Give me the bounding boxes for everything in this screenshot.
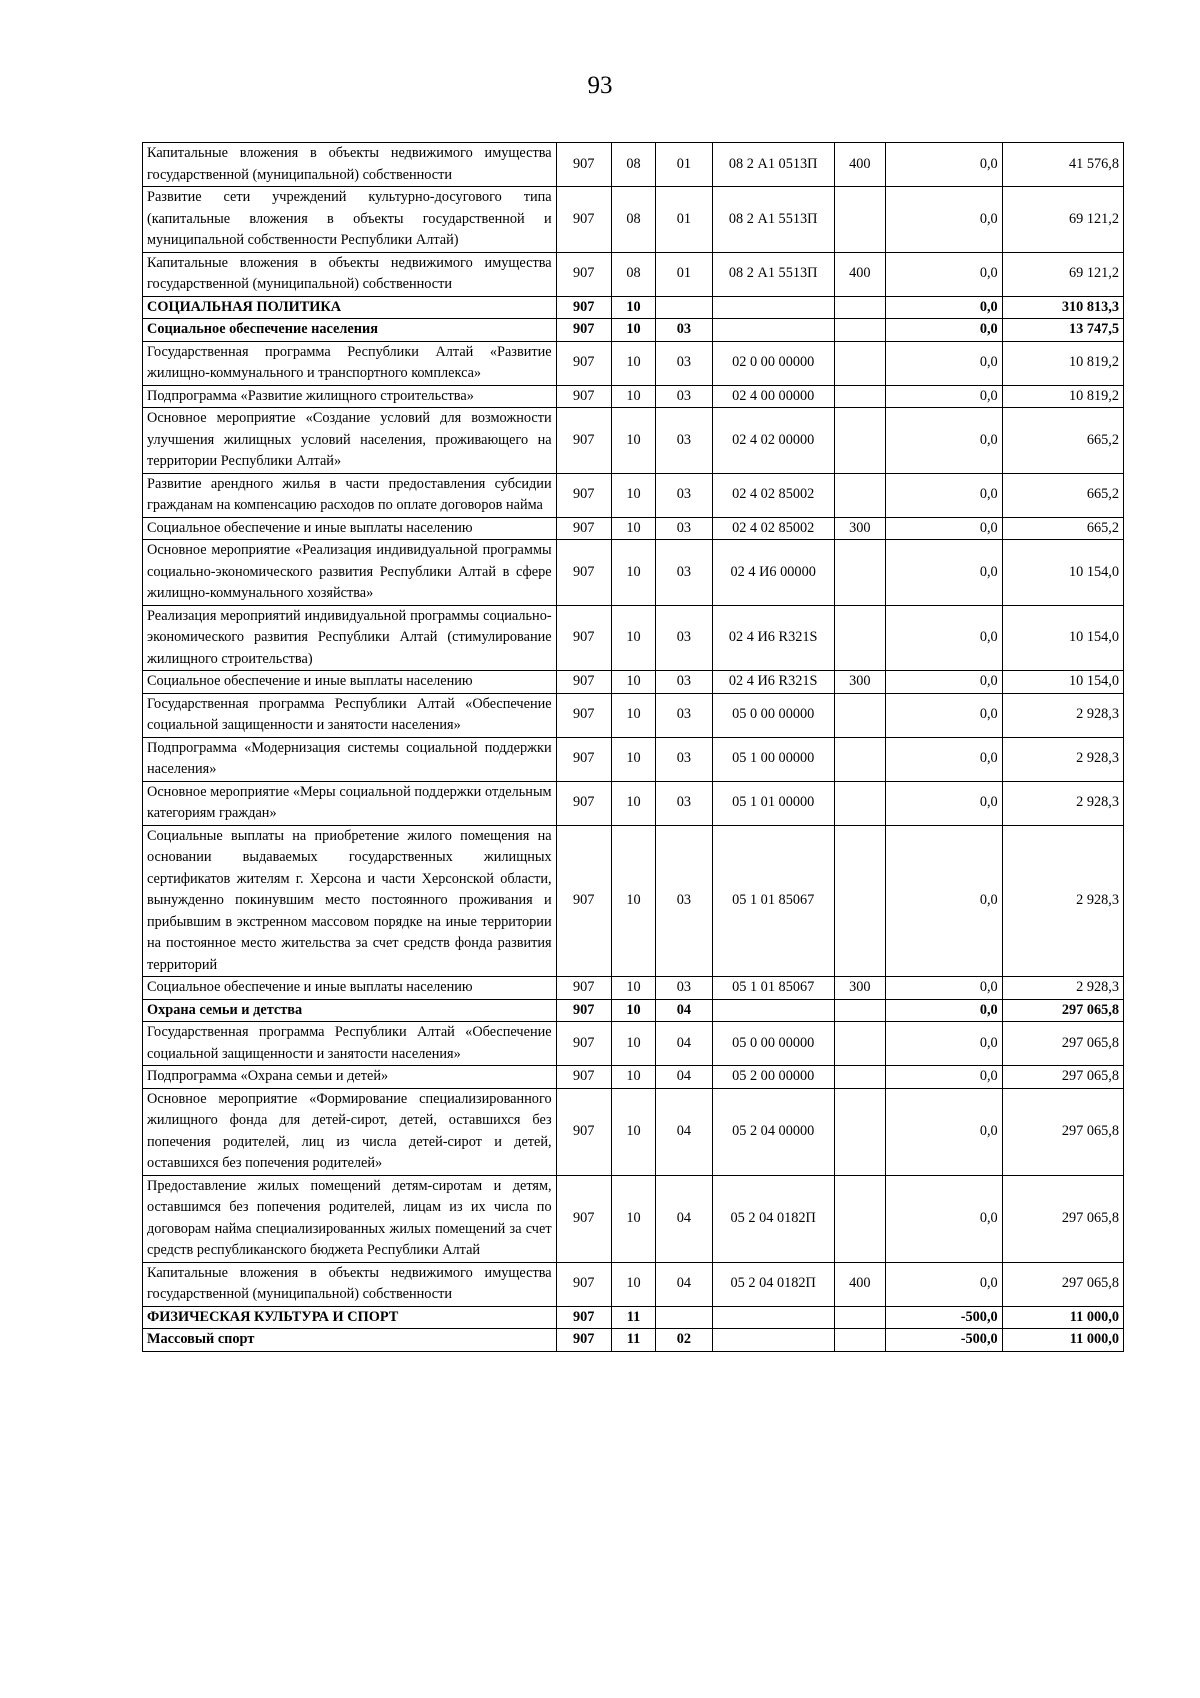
row-subsection-code: 04 [656,1066,712,1089]
table-row [143,296,1124,319]
row-change-amount: 0,0 [885,473,1002,517]
row-subsection-code: 03 [656,693,712,737]
row-expense-type [834,1088,885,1175]
row-subsection-code: 04 [656,1262,712,1306]
row-section-code: 10 [611,977,655,1000]
row-subsection-code: 03 [656,517,712,540]
row-subsection-code: 03 [656,341,712,385]
row-ministry-code: 907 [556,1066,611,1089]
row-expense-type [834,187,885,253]
row-change-amount: 0,0 [885,1262,1002,1306]
row-name: Основное мероприятие «Меры социальной поддержки отдельным категориям граждан» [143,781,557,825]
row-ministry-code: 907 [556,737,611,781]
row-subsection-code: 03 [656,825,712,977]
row-subsection-code: 04 [656,1175,712,1262]
row-ministry-code: 907 [556,1175,611,1262]
row-ministry-code: 907 [556,1022,611,1066]
row-expense-type [834,385,885,408]
row-total-amount: 13 747,5 [1002,319,1123,342]
row-section-code: 10 [611,1088,655,1175]
row-subsection-code: 01 [656,187,712,253]
row-target-article [712,319,834,342]
table-row [143,825,1124,977]
row-name: СОЦИАЛЬНАЯ ПОЛИТИКА [143,296,557,319]
row-target-article: 05 2 00 00000 [712,1066,834,1089]
table-row [143,143,1124,187]
row-change-amount: 0,0 [885,408,1002,474]
row-section-code: 10 [611,1066,655,1089]
row-total-amount: 10 819,2 [1002,341,1123,385]
row-target-article: 08 2 А1 0513П [712,143,834,187]
table-row [143,517,1124,540]
row-name: Основное мероприятие «Реализация индивидуальной программы социально-экономического развития Республики Алтай в сфере жилищно-коммунального хозяйства» [143,540,557,606]
row-section-code: 10 [611,540,655,606]
row-change-amount: 0,0 [885,143,1002,187]
row-subsection-code: 01 [656,252,712,296]
row-change-amount: 0,0 [885,341,1002,385]
row-ministry-code: 907 [556,517,611,540]
row-change-amount: -500,0 [885,1306,1002,1329]
row-expense-type: 300 [834,517,885,540]
row-section-code: 10 [611,1022,655,1066]
row-ministry-code: 907 [556,341,611,385]
row-target-article: 02 4 02 00000 [712,408,834,474]
row-section-code: 10 [611,517,655,540]
row-subsection-code [656,296,712,319]
row-expense-type [834,540,885,606]
row-name: Реализация мероприятий индивидуальной программы социально-экономического развития Республики Алтай (стимулирование жилищного строительства) [143,605,557,671]
row-target-article [712,1306,834,1329]
table-row [143,473,1124,517]
row-target-article: 05 0 00 00000 [712,693,834,737]
table-row [143,1262,1124,1306]
table-row [143,408,1124,474]
row-ministry-code: 907 [556,143,611,187]
row-target-article [712,999,834,1022]
table-row [143,999,1124,1022]
row-section-code: 10 [611,781,655,825]
row-expense-type [834,319,885,342]
table-row [143,385,1124,408]
row-change-amount: 0,0 [885,825,1002,977]
table-row [143,737,1124,781]
row-section-code: 10 [611,1175,655,1262]
row-subsection-code: 03 [656,408,712,474]
row-name: Социальное обеспечение населения [143,319,557,342]
row-ministry-code: 907 [556,187,611,253]
row-target-article [712,1329,834,1352]
row-name: Социальное обеспечение и иные выплаты населению [143,977,557,1000]
row-ministry-code: 907 [556,781,611,825]
row-change-amount: 0,0 [885,781,1002,825]
table-row [143,781,1124,825]
row-target-article: 02 0 00 00000 [712,341,834,385]
row-total-amount: 297 065,8 [1002,1022,1123,1066]
row-total-amount: 11 000,0 [1002,1306,1123,1329]
row-target-article: 05 0 00 00000 [712,1022,834,1066]
row-change-amount: 0,0 [885,296,1002,319]
row-subsection-code: 03 [656,385,712,408]
row-name: Основное мероприятие «Создание условий для возможности улучшения жилищных условий населения, проживающего на территории Республики Алтай» [143,408,557,474]
row-change-amount: 0,0 [885,671,1002,694]
row-total-amount: 665,2 [1002,473,1123,517]
row-change-amount: 0,0 [885,693,1002,737]
row-total-amount: 310 813,3 [1002,296,1123,319]
row-target-article [712,296,834,319]
row-name: Государственная программа Республики Алтай «Развитие жилищно-коммунального и транспортного комплекса» [143,341,557,385]
row-section-code: 10 [611,737,655,781]
row-total-amount: 10 154,0 [1002,540,1123,606]
table-row [143,1088,1124,1175]
row-name: Охрана семьи и детства [143,999,557,1022]
row-section-code: 10 [611,671,655,694]
row-expense-type [834,341,885,385]
row-total-amount: 2 928,3 [1002,737,1123,781]
table-row [143,341,1124,385]
row-change-amount: -500,0 [885,1329,1002,1352]
row-total-amount: 10 819,2 [1002,385,1123,408]
row-expense-type [834,1022,885,1066]
row-ministry-code: 907 [556,473,611,517]
row-total-amount: 297 065,8 [1002,1262,1123,1306]
row-ministry-code: 907 [556,825,611,977]
row-subsection-code: 03 [656,671,712,694]
row-section-code: 10 [611,385,655,408]
page-number: 93 [587,72,613,99]
table-row [143,187,1124,253]
row-change-amount: 0,0 [885,1022,1002,1066]
row-name: Капитальные вложения в объекты недвижимого имущества государственной (муниципальной) собственности [143,1262,557,1306]
row-expense-type [834,473,885,517]
row-ministry-code: 907 [556,385,611,408]
row-subsection-code: 04 [656,1022,712,1066]
row-change-amount: 0,0 [885,517,1002,540]
row-target-article: 05 1 00 00000 [712,737,834,781]
row-change-amount: 0,0 [885,187,1002,253]
row-name: Предоставление жилых помещений детям-сиротам и детям, оставшимся без попечения родителей, лицам из их числа по договорам найма специализированных жилых помещений за счет средств республиканского бюджета Республики Алтай [143,1175,557,1262]
row-expense-type [834,296,885,319]
row-name: Основное мероприятие «Формирование специализированного жилищного фонда для детей-сирот, детей, оставшихся без попечения родителей, лиц из числа детей-сирот и детей, оставшихся без попечения родителей» [143,1088,557,1175]
row-name: Социальное обеспечение и иные выплаты населению [143,671,557,694]
row-expense-type [834,781,885,825]
row-total-amount: 41 576,8 [1002,143,1123,187]
row-expense-type [834,1329,885,1352]
row-total-amount: 297 065,8 [1002,1175,1123,1262]
row-name: Капитальные вложения в объекты недвижимого имущества государственной (муниципальной) собственности [143,143,557,187]
row-change-amount: 0,0 [885,999,1002,1022]
row-target-article: 08 2 А1 5513П [712,252,834,296]
row-target-article: 05 2 04 0182П [712,1262,834,1306]
row-section-code: 10 [611,825,655,977]
table-row [143,252,1124,296]
row-name: Подпрограмма «Развитие жилищного строительства» [143,385,557,408]
row-expense-type [834,693,885,737]
row-section-code: 08 [611,187,655,253]
table-row [143,1022,1124,1066]
row-ministry-code: 907 [556,1262,611,1306]
row-section-code: 10 [611,473,655,517]
table-row [143,1175,1124,1262]
table-row [143,693,1124,737]
row-total-amount: 665,2 [1002,517,1123,540]
row-change-amount: 0,0 [885,737,1002,781]
row-target-article: 05 2 04 00000 [712,1088,834,1175]
row-target-article: 05 1 01 85067 [712,825,834,977]
row-subsection-code: 03 [656,781,712,825]
row-total-amount: 297 065,8 [1002,1066,1123,1089]
row-target-article: 05 1 01 85067 [712,977,834,1000]
row-name: Капитальные вложения в объекты недвижимого имущества государственной (муниципальной) собственности [143,252,557,296]
row-subsection-code: 04 [656,1088,712,1175]
row-expense-type: 400 [834,252,885,296]
row-section-code: 10 [611,296,655,319]
row-total-amount: 69 121,2 [1002,187,1123,253]
row-target-article: 02 4 И6 00000 [712,540,834,606]
row-name: Подпрограмма «Охрана семьи и детей» [143,1066,557,1089]
row-subsection-code: 03 [656,540,712,606]
row-subsection-code [656,1306,712,1329]
row-total-amount: 2 928,3 [1002,781,1123,825]
row-section-code: 10 [611,693,655,737]
row-subsection-code: 02 [656,1329,712,1352]
row-change-amount: 0,0 [885,1175,1002,1262]
table-row [143,540,1124,606]
row-target-article: 08 2 А1 5513П [712,187,834,253]
row-ministry-code: 907 [556,252,611,296]
row-change-amount: 0,0 [885,1066,1002,1089]
row-expense-type [834,1175,885,1262]
table-row [143,671,1124,694]
table-row [143,1306,1124,1329]
row-section-code: 08 [611,143,655,187]
row-name: Массовый спорт [143,1329,557,1352]
row-name: Государственная программа Республики Алтай «Обеспечение социальной защищенности и занятости населения» [143,693,557,737]
row-expense-type: 400 [834,1262,885,1306]
row-expense-type [834,1066,885,1089]
row-subsection-code: 03 [656,977,712,1000]
row-expense-type [834,737,885,781]
row-ministry-code: 907 [556,540,611,606]
row-total-amount: 10 154,0 [1002,671,1123,694]
row-section-code: 10 [611,408,655,474]
row-ministry-code: 907 [556,671,611,694]
row-change-amount: 0,0 [885,385,1002,408]
row-name: Подпрограмма «Модернизация системы социальной поддержки населения» [143,737,557,781]
row-ministry-code: 907 [556,977,611,1000]
row-target-article: 02 4 00 00000 [712,385,834,408]
row-ministry-code: 907 [556,693,611,737]
row-name: Развитие сети учреждений культурно-досугового типа (капитальные вложения в объекты государственной и муниципальной собственности Республики Алтай) [143,187,557,253]
row-change-amount: 0,0 [885,319,1002,342]
row-expense-type: 300 [834,671,885,694]
row-total-amount: 69 121,2 [1002,252,1123,296]
row-ministry-code: 907 [556,1306,611,1329]
row-target-article: 02 4 И6 R321S [712,671,834,694]
row-name: Государственная программа Республики Алтай «Обеспечение социальной защищенности и занятости населения» [143,1022,557,1066]
table-row [143,605,1124,671]
row-target-article: 02 4 02 85002 [712,517,834,540]
row-target-article: 05 2 04 0182П [712,1175,834,1262]
row-expense-type [834,408,885,474]
row-target-article: 02 4 02 85002 [712,473,834,517]
row-section-code: 11 [611,1306,655,1329]
row-ministry-code: 907 [556,605,611,671]
row-subsection-code: 03 [656,737,712,781]
row-ministry-code: 907 [556,319,611,342]
row-total-amount: 2 928,3 [1002,825,1123,977]
row-expense-type: 400 [834,143,885,187]
row-total-amount: 665,2 [1002,408,1123,474]
row-ministry-code: 907 [556,408,611,474]
row-ministry-code: 907 [556,999,611,1022]
table-row [143,319,1124,342]
row-section-code: 10 [611,341,655,385]
row-expense-type [834,1306,885,1329]
row-change-amount: 0,0 [885,540,1002,606]
row-ministry-code: 907 [556,296,611,319]
row-ministry-code: 907 [556,1329,611,1352]
row-section-code: 10 [611,999,655,1022]
row-total-amount: 10 154,0 [1002,605,1123,671]
row-section-code: 08 [611,252,655,296]
row-expense-type [834,999,885,1022]
row-change-amount: 0,0 [885,1088,1002,1175]
row-section-code: 11 [611,1329,655,1352]
row-subsection-code: 03 [656,473,712,517]
row-change-amount: 0,0 [885,605,1002,671]
row-expense-type [834,825,885,977]
row-expense-type: 300 [834,977,885,1000]
row-name: Социальные выплаты на приобретение жилого помещения на основании выдаваемых государственных жилищных сертификатов жителям г. Херсона и части Херсонской области, вынужденно покинувшим место постоянного проживания и прибывшим в экстренном массовом порядке на иные территории на постоянное место жительства за счет средств фонда развития территорий [143,825,557,977]
budget-table [142,142,1124,1352]
row-total-amount: 297 065,8 [1002,1088,1123,1175]
row-total-amount: 11 000,0 [1002,1329,1123,1352]
row-subsection-code: 03 [656,605,712,671]
table-row [143,977,1124,1000]
row-ministry-code: 907 [556,1088,611,1175]
row-name: Развитие арендного жилья в части предоставления субсидии гражданам на компенсацию расходов по оплате договоров найма [143,473,557,517]
row-target-article: 05 1 01 00000 [712,781,834,825]
row-change-amount: 0,0 [885,252,1002,296]
row-total-amount: 2 928,3 [1002,693,1123,737]
row-subsection-code: 01 [656,143,712,187]
row-target-article: 02 4 И6 R321S [712,605,834,671]
budget-table-body [143,143,1124,1352]
row-total-amount: 2 928,3 [1002,977,1123,1000]
row-section-code: 10 [611,319,655,342]
row-name: ФИЗИЧЕСКАЯ КУЛЬТУРА И СПОРТ [143,1306,557,1329]
row-subsection-code: 04 [656,999,712,1022]
row-section-code: 10 [611,1262,655,1306]
row-total-amount: 297 065,8 [1002,999,1123,1022]
row-change-amount: 0,0 [885,977,1002,1000]
row-name: Социальное обеспечение и иные выплаты населению [143,517,557,540]
table-row [143,1066,1124,1089]
row-expense-type [834,605,885,671]
row-section-code: 10 [611,605,655,671]
row-subsection-code: 03 [656,319,712,342]
table-row [143,1329,1124,1352]
